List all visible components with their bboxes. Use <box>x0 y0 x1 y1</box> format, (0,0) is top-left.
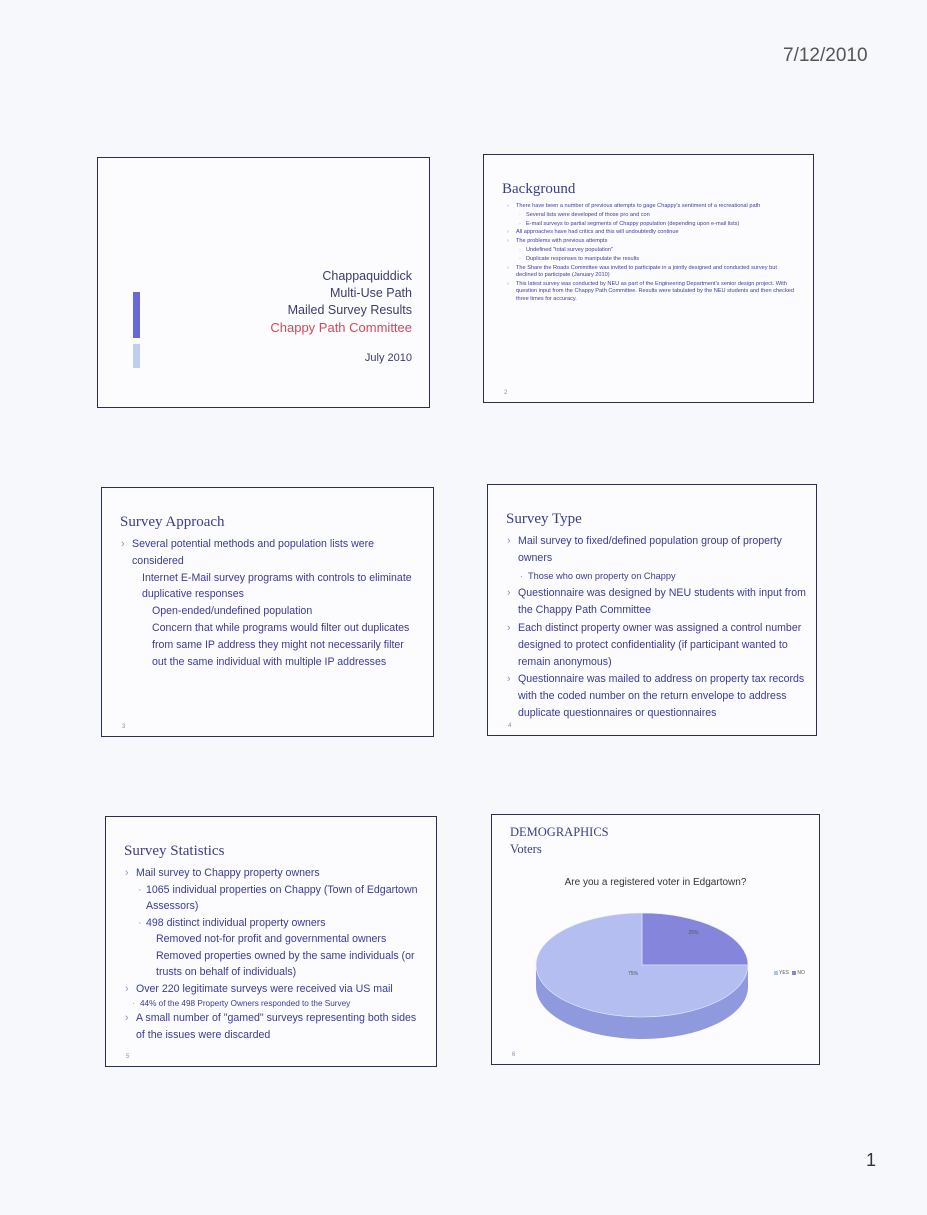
bullet-item: › There have been a number of previous attempts to gage Chappy's sentiment of a recreational path <box>500 203 798 210</box>
bullet-item: › Questionnaire was designed by NEU students with input from the Chappy Path Committee <box>506 585 806 619</box>
bullet-item: › Mail survey to fixed/defined population group of property owners <box>506 533 806 567</box>
bullet-item: › All approaches have had critics and this will undoubtedly continue <box>500 229 798 236</box>
bullet-item: › Over 220 legitimate surveys were received via US mail <box>124 981 424 998</box>
page-number: 1 <box>866 1150 877 1170</box>
pie-label-no: 25% <box>688 930 699 937</box>
survey-type-slide <box>487 484 817 736</box>
bullet-item: › The problems with previous attempts <box>500 238 798 245</box>
background-slide <box>483 154 814 403</box>
slide-number: 4 <box>508 723 512 729</box>
sub-bullet-item: · 498 distinct individual property owners <box>124 915 424 932</box>
slide-title: Background <box>502 181 576 197</box>
bullet-item: › The Share the Roads Committee was invited to participate in a jointly designed and conducted survey but declined to participate (January 2010) <box>500 265 798 280</box>
slide-subtitle: Voters <box>510 842 542 856</box>
bullet-list <box>120 536 420 670</box>
survey-approach-slide <box>101 487 434 737</box>
bullet-item: › A small number of "gamed" surveys representing both sides of the issues were discarded <box>124 1010 424 1043</box>
chart-title: Are you a registered voter in Edgartown? <box>564 877 747 888</box>
bullet-item: › Each distinct property owner was assigned a control number designed to protect confidentiality (if participant wanted to remain anonymous) <box>506 620 806 670</box>
survey-statistics-slide <box>105 816 437 1067</box>
page-date: 7/12/2010 <box>783 45 868 66</box>
slide-title: Survey Type <box>506 511 582 527</box>
accent-bar-dark <box>133 292 140 338</box>
sub-bullet-item: · Several lists were developed of those pro and con <box>500 212 798 219</box>
bullet-list <box>500 203 798 304</box>
sub-bullet-item: Removed properties owned by the same individuals (or trusts on behalf of individuals) <box>156 949 415 978</box>
title-block <box>270 268 412 336</box>
legend-label-no: NO <box>797 970 805 976</box>
pie-label-yes: 75% <box>628 971 639 977</box>
title-line: Mailed Survey Results <box>287 303 412 317</box>
bullet-list <box>124 865 424 1043</box>
pie-slice-no <box>642 913 748 965</box>
legend-swatch-yes <box>774 971 778 975</box>
sub-bullet-item: · 1065 individual properties on Chappy (Town of Edgartown Assessors) <box>124 882 424 915</box>
slide-title-line: DEMOGRAPHICS <box>510 825 609 839</box>
sub-bullet-item: · Undefined "total survey population" <box>500 247 798 254</box>
pie-chart <box>532 905 752 1040</box>
sub-bullet-item: · 44% of the 498 Property Owners responded to the Survey <box>124 997 424 1010</box>
legend-swatch-no <box>792 971 796 975</box>
sub-bullet-item: Open-ended/undefined population <box>152 605 313 618</box>
bullet-item: › This latest survey was conducted by NEU as part of the Engineering Department's senior design project. With question input from the Chappy Path Committee. Results were tabulated by the NEU students and then checked three times for accuracy. <box>500 281 798 303</box>
bullet-list <box>506 533 806 723</box>
bullet-item: › Questionnaire was mailed to address on property tax records with the coded number on the return envelope to address duplicate questionnaires or questionnaires <box>506 671 806 721</box>
bullet-item: › Several potential methods and population lists were considered <box>120 536 420 570</box>
slide-number: 3 <box>122 724 126 730</box>
legend-label-yes: YES <box>779 970 790 976</box>
committee-name: Chappy Path Committee <box>270 320 412 335</box>
title-slide <box>97 157 430 408</box>
demographics-voters-slide <box>491 814 820 1065</box>
sub-bullet-item: Removed not-for profit and governmental owners <box>156 933 387 945</box>
sub-bullet-item: · E-mail surveys to partial segments of Chappy population (depending upon e-mail lists) <box>500 221 798 228</box>
sub-bullet-item: · Those who own property on Chappy <box>506 568 806 585</box>
accent-bar-light <box>133 344 140 368</box>
title-line: Multi-Use Path <box>330 286 412 300</box>
bullet-item: › Mail survey to Chappy property owners <box>124 865 424 882</box>
title-line: Chappaquiddick <box>322 269 412 283</box>
chart-legend <box>774 970 805 976</box>
sub-bullet-item: · Duplicate responses to manipulate the results <box>500 256 798 263</box>
sub-bullet-item: Concern that while programs would filter out duplicates from same IP address they might not necessarily filter out the same individual with multiple IP addresses <box>152 621 410 668</box>
slide-number: 2 <box>504 390 508 396</box>
slide-number: 5 <box>126 1054 130 1060</box>
slide-date: July 2010 <box>364 352 412 364</box>
slide-title: Survey Statistics <box>124 843 225 859</box>
sub-bullet-item: · Internet E-Mail survey programs with controls to eliminate duplicative responses <box>120 570 420 604</box>
slide-title: Survey Approach <box>120 514 225 530</box>
slide-number: 6 <box>512 1052 516 1058</box>
slide-title <box>510 824 609 858</box>
